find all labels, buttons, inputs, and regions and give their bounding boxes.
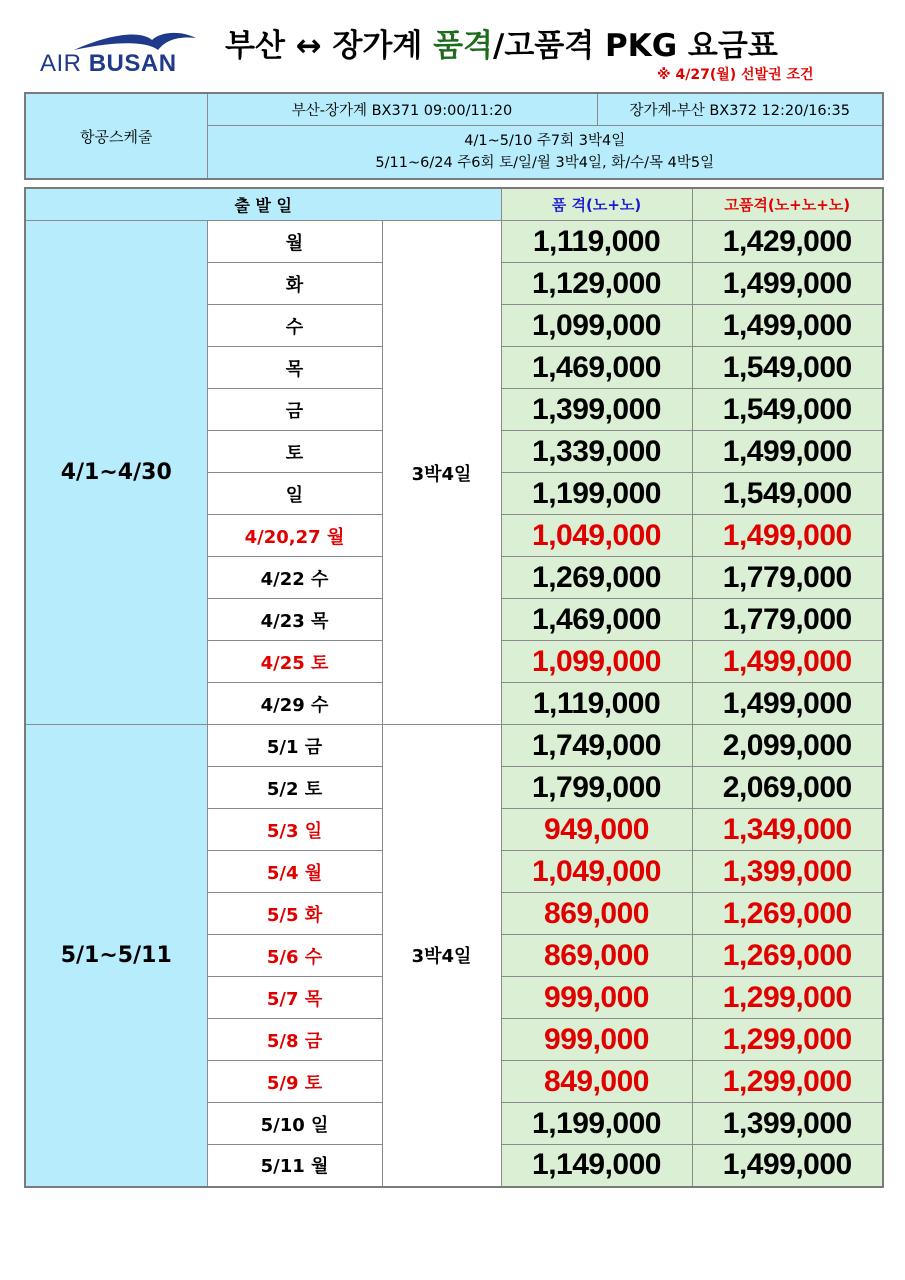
regular-price: 999,000: [501, 1019, 692, 1061]
departure-day: 5/6 수: [207, 935, 382, 977]
period-cell: 4/1~4/30: [25, 221, 207, 725]
premium-price: 1,499,000: [692, 1145, 883, 1187]
schedule-frequency: [207, 125, 883, 179]
premium-price: 1,549,000: [692, 389, 883, 431]
departure-day: 5/3 일: [207, 809, 382, 851]
regular-price: 849,000: [501, 1061, 692, 1103]
departure-day: 4/29 수: [207, 683, 382, 725]
departure-day: 4/25 토: [207, 641, 382, 683]
regular-price: 1,469,000: [501, 347, 692, 389]
departure-day: 월: [207, 221, 382, 263]
fare-row: [25, 725, 883, 767]
regular-price: 1,199,000: [501, 473, 692, 515]
departure-day: 4/23 목: [207, 599, 382, 641]
departure-day: 수: [207, 305, 382, 347]
inbound-flight: 장가계-부산 BX372 12:20/16:35: [597, 93, 883, 125]
premium-price: 2,069,000: [692, 767, 883, 809]
premium-price: 1,399,000: [692, 1103, 883, 1145]
premium-price: 2,099,000: [692, 725, 883, 767]
departure-day: 토: [207, 431, 382, 473]
regular-price: 1,149,000: [501, 1145, 692, 1187]
regular-price: 1,339,000: [501, 431, 692, 473]
trip-duration: 3박4일: [382, 221, 501, 725]
regular-price: 1,099,000: [501, 305, 692, 347]
departure-day: 목: [207, 347, 382, 389]
frequency-line-1: 4/1~5/10 주7회 3박4일: [464, 132, 626, 149]
departure-day: 5/8 금: [207, 1019, 382, 1061]
departure-day: 5/1 금: [207, 725, 382, 767]
title-regular: 품격: [433, 28, 493, 64]
premium-price: 1,499,000: [692, 431, 883, 473]
regular-price: 1,749,000: [501, 725, 692, 767]
title-premium: /고품격 PKG 요금표: [493, 28, 778, 64]
outbound-flight: 부산-장가계 BX371 09:00/11:20: [207, 93, 597, 125]
logo-name: BUSAN: [88, 50, 177, 77]
title-route: 부산 ↔ 장가계: [225, 28, 434, 64]
regular-price: 1,049,000: [501, 515, 692, 557]
premium-price: 1,349,000: [692, 809, 883, 851]
fare-row: [25, 221, 883, 263]
departure-day: 일: [207, 473, 382, 515]
logo-text: [40, 50, 177, 78]
regular-price: 869,000: [501, 935, 692, 977]
premium-price: 1,429,000: [692, 221, 883, 263]
premium-price: 1,269,000: [692, 893, 883, 935]
premium-price: 1,399,000: [692, 851, 883, 893]
regular-price: 949,000: [501, 809, 692, 851]
premium-price: 1,299,000: [692, 977, 883, 1019]
premium-price: 1,499,000: [692, 641, 883, 683]
premium-price: 1,299,000: [692, 1061, 883, 1103]
trip-duration: 3박4일: [382, 725, 501, 1187]
premium-price: 1,779,000: [692, 599, 883, 641]
departure-day: 4/22 수: [207, 557, 382, 599]
fare-table-header: [25, 188, 883, 221]
schedule-label: 항공스케줄: [25, 93, 207, 179]
regular-price: 1,269,000: [501, 557, 692, 599]
departure-day: 5/5 화: [207, 893, 382, 935]
premium-price: 1,269,000: [692, 935, 883, 977]
departure-day: 5/9 토: [207, 1061, 382, 1103]
departure-day: 금: [207, 389, 382, 431]
regular-price: 1,399,000: [501, 389, 692, 431]
header-regular-fare: 품 격(노+노): [501, 188, 692, 221]
regular-price: 1,469,000: [501, 599, 692, 641]
logo-prefix: AIR: [40, 50, 82, 77]
premium-price: 1,549,000: [692, 473, 883, 515]
premium-price: 1,499,000: [692, 683, 883, 725]
page-title: [225, 20, 778, 65]
regular-price: 999,000: [501, 977, 692, 1019]
regular-price: 1,129,000: [501, 263, 692, 305]
premium-price: 1,299,000: [692, 1019, 883, 1061]
frequency-line-2: 5/11~6/24 주6회 토/일/월 3박4일, 화/수/목 4박5일: [375, 154, 715, 171]
premium-price: 1,549,000: [692, 347, 883, 389]
air-busan-logo: [40, 28, 190, 78]
premium-price: 1,499,000: [692, 515, 883, 557]
departure-day: 5/4 월: [207, 851, 382, 893]
premium-price: 1,499,000: [692, 305, 883, 347]
departure-day: 5/2 토: [207, 767, 382, 809]
departure-day: 4/20,27 월: [207, 515, 382, 557]
premium-price: 1,779,000: [692, 557, 883, 599]
regular-price: 1,049,000: [501, 851, 692, 893]
regular-price: 1,199,000: [501, 1103, 692, 1145]
fare-table: [24, 187, 884, 1188]
departure-day: 화: [207, 263, 382, 305]
departure-day: 5/10 일: [207, 1103, 382, 1145]
flight-schedule-table: [24, 92, 884, 180]
departure-day: 5/7 목: [207, 977, 382, 1019]
departure-day: 5/11 월: [207, 1145, 382, 1187]
regular-price: 1,119,000: [501, 683, 692, 725]
header-departure-date: 출 발 일: [25, 188, 501, 221]
header-premium-fare: 고품격(노+노+노): [692, 188, 883, 221]
ticketing-note: ※ 4/27(월) 선발권 조건: [657, 67, 814, 83]
regular-price: 1,099,000: [501, 641, 692, 683]
premium-price: 1,499,000: [692, 263, 883, 305]
regular-price: 1,119,000: [501, 221, 692, 263]
regular-price: 869,000: [501, 893, 692, 935]
period-cell: 5/1~5/11: [25, 725, 207, 1187]
fare-table-body: [25, 221, 883, 1187]
regular-price: 1,799,000: [501, 767, 692, 809]
